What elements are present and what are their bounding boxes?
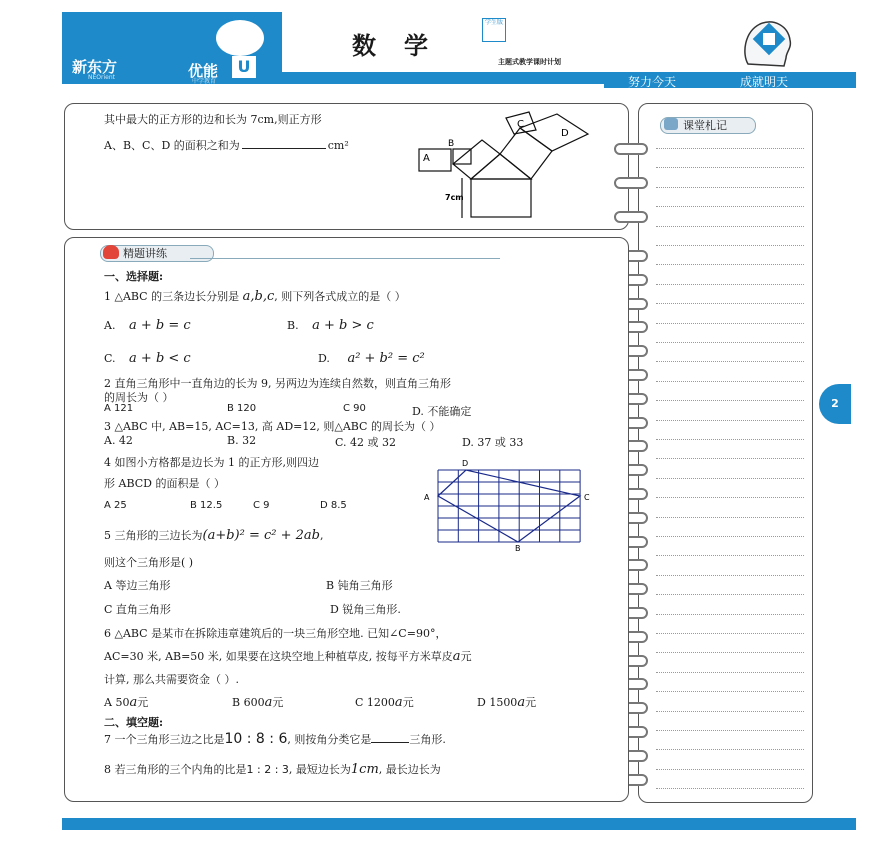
notes-ruled-line	[656, 342, 804, 343]
q6-c-unit: 元	[402, 696, 414, 709]
notes-ruled-line	[656, 361, 804, 362]
q1-option-b	[287, 318, 374, 333]
notes-panel	[638, 103, 813, 803]
notes-ruled-line	[656, 400, 804, 401]
brand-name: 新东方	[72, 58, 118, 76]
header-slogan-bar	[604, 72, 856, 88]
grid-label-c: C	[584, 493, 590, 502]
q8-length: 1cm	[350, 762, 379, 777]
q6-line2	[104, 648, 472, 664]
notes-ruled-line	[656, 536, 804, 537]
q7-ratio: 10 : 8 : 6	[224, 731, 288, 747]
sub-brand-tagline: 中学教育	[192, 78, 217, 85]
q8-stem	[104, 761, 441, 777]
fig-label-c: C	[517, 119, 524, 130]
brain-logo-icon	[216, 20, 264, 56]
notes-ruled-line	[656, 264, 804, 265]
q1-option-d	[318, 351, 425, 366]
notes-ruled-line	[656, 148, 804, 149]
q6-a-var: a	[129, 695, 138, 710]
q2-option-d: D. 不能确定	[412, 405, 472, 418]
q6-line3: 计算, 那么共需要资金（ ）.	[104, 673, 239, 686]
notes-ruled-line	[656, 594, 804, 595]
q7-stem	[104, 731, 446, 747]
q6-b-unit: 元	[272, 696, 284, 709]
q6-c-value: C 1200	[355, 696, 395, 709]
q6-b-var: a	[264, 695, 273, 710]
q2-option-a: A 121	[104, 403, 134, 414]
q7-tail: , 则按角分类它是	[287, 733, 372, 746]
notes-ruled-line	[656, 381, 804, 382]
grid-label-b: B	[515, 544, 521, 552]
pythagoras-squares-figure	[410, 106, 602, 220]
thinking-head-icon	[738, 14, 796, 70]
q3-option-d: D. 37 或 33	[462, 436, 524, 449]
notes-ruled-line	[656, 652, 804, 653]
q4-stem-line1: 4 如图小方格都是边长为 1 的正方形,则四边	[104, 456, 319, 469]
grid-label-a: A	[424, 493, 430, 502]
q4-stem-line2: 形 ABCD 的面积是（ ）	[104, 477, 225, 490]
top-problem-line1: 其中最大的正方形的边和长为 7cm,则正方形	[104, 113, 322, 126]
notes-ruled-line	[656, 749, 804, 750]
q5-option-a: A 等边三角形	[104, 579, 171, 592]
page-number-tab: 2	[819, 384, 851, 424]
notes-ruled-line	[656, 226, 804, 227]
q7-text: 7 一个三角形三边之比是	[104, 733, 225, 746]
q5-stem-text: 5 三角形的三边长为	[104, 529, 203, 542]
q6-option-d	[477, 694, 536, 710]
q1-b-label: B.	[287, 319, 299, 332]
q3-option-c: C. 42 或 32	[335, 436, 397, 449]
notes-title: 课堂札记	[683, 119, 727, 132]
q8-tail: , 最长边长为	[378, 763, 441, 776]
q1-d-label: D.	[318, 352, 330, 365]
q6-option-c	[355, 694, 414, 710]
binding-ring	[614, 211, 648, 223]
q6-line2-var: a	[452, 649, 461, 664]
notes-ruled-line	[656, 439, 804, 440]
binding-ring	[614, 177, 648, 189]
q7-tail2: 三角形.	[409, 733, 446, 746]
notes-ruled-line	[656, 711, 804, 712]
brand-latin: NEOrient	[88, 74, 115, 81]
q4-option-d: D 8.5	[320, 500, 347, 511]
notes-ruled-line	[656, 672, 804, 673]
top-problem-line2-text: A、B、C、D 的面积之和为	[104, 139, 240, 152]
unit-label: cm²	[327, 139, 349, 152]
q8-ratio: 1 : 2 : 3	[246, 763, 289, 776]
tab-underline	[190, 258, 500, 259]
notes-ruled-line	[656, 788, 804, 789]
section-choice-title: 一、选择题:	[104, 270, 164, 283]
notes-ruled-line	[656, 478, 804, 479]
q5-option-d: D 锐角三角形.	[330, 603, 401, 616]
notes-ruled-line	[656, 575, 804, 576]
q6-c-var: a	[394, 695, 403, 710]
q2-stem-line1: 2 直角三角形中一直角边的长为 9, 另两边为连续自然数，则直角三角形	[104, 377, 451, 390]
q5-stem-tail: ,	[319, 529, 324, 542]
q6-line2-text: AC=30 米, AB=50 米, 如果要在这块空地上种植草皮, 按每平方米草皮	[104, 650, 453, 663]
grid-quadrilateral-figure	[420, 456, 600, 552]
q1-stem-tail: , 则下列各式成立的是（ ）	[274, 290, 406, 303]
practice-tab-text: 精题讲练	[123, 247, 167, 260]
course-plan-label: 主题式教学课时计划	[498, 58, 561, 66]
sub-brand-letter: U	[232, 56, 256, 78]
q1-d-formula: a² + b² = c²	[347, 351, 425, 366]
q6-line1: 6 △ABC 是某市在拆除违章建筑后的一块三角形空地. 已知∠C=90°，	[104, 627, 447, 640]
notes-ruled-line	[656, 420, 804, 421]
ribbon-icon	[103, 245, 119, 259]
q5-stem	[104, 527, 323, 543]
q6-d-value: D 1500	[477, 696, 518, 709]
q1-c-formula: a + b < c	[129, 351, 191, 366]
q1-vars: a,b,c	[242, 289, 275, 304]
notes-ruled-line	[656, 497, 804, 498]
q4-option-a: A 25	[104, 500, 127, 511]
slogan-left: 努力今天	[628, 75, 677, 89]
q4-option-b: B 12.5	[190, 500, 223, 511]
q5-option-b: B 钝角三角形	[326, 579, 393, 592]
q1-c-label: C.	[104, 352, 116, 365]
q8-text: 8 若三角形的三个内角的比是	[104, 763, 247, 776]
notes-ruled-line	[656, 323, 804, 324]
fig-length-label: 7cm	[445, 193, 464, 202]
q6-option-b	[232, 694, 283, 710]
q6-line2-tail: 元	[460, 650, 472, 663]
q3-option-a: A. 42	[104, 434, 133, 447]
notes-ruled-line	[656, 555, 804, 556]
notes-ruled-line	[656, 633, 804, 634]
q1-a-formula: a + b = c	[128, 318, 191, 333]
grid-label-d: D	[462, 459, 469, 468]
q2-stem-line2: 的周长为（ ）	[104, 391, 174, 404]
binding-ring	[614, 143, 648, 155]
notes-ruled-line	[656, 691, 804, 692]
subject-title: 数学	[352, 32, 456, 60]
q8-mid: , 最短边长为	[288, 763, 351, 776]
q4-option-c: C 9	[253, 500, 270, 511]
q6-d-var: a	[517, 695, 526, 710]
q1-option-c	[104, 351, 191, 366]
q3-option-b: B. 32	[227, 434, 257, 447]
notes-ruled-line	[656, 187, 804, 188]
q7-answer-blank	[371, 742, 409, 743]
notes-ruled-line	[656, 517, 804, 518]
slogan-right: 成就明天	[740, 75, 789, 89]
top-problem-line2	[104, 137, 349, 153]
section-fill-title: 二、填空题:	[104, 716, 164, 729]
q3-stem: 3 △ABC 中, AB=15, AC=13, 高 AD=12, 则△ABC 的周长为（ ）	[104, 420, 441, 433]
q6-a-value: A 50	[104, 696, 130, 709]
notes-ruled-line	[656, 245, 804, 246]
notes-ruled-line	[656, 303, 804, 304]
q1-option-a	[104, 318, 191, 333]
q6-option-a	[104, 694, 148, 710]
notes-ruled-line	[656, 614, 804, 615]
footer-bar	[62, 818, 856, 830]
q5-line2: 则这个三角形是( )	[104, 556, 194, 569]
q2-option-b: B 120	[227, 403, 257, 414]
notes-ruled-line	[656, 769, 804, 770]
q5-option-c: C 直角三角形	[104, 603, 171, 616]
notes-ruled-line	[656, 167, 804, 168]
sub-brand-name: 优能	[188, 62, 219, 80]
notes-ruled-line	[656, 284, 804, 285]
notes-ruled-line	[656, 206, 804, 207]
q6-a-unit: 元	[137, 696, 149, 709]
q1-a-label: A.	[104, 319, 116, 332]
q1-stem-text: 1 △ABC 的三条边长分别是	[104, 290, 240, 303]
pencil-icon	[664, 118, 678, 130]
q1-stem	[104, 288, 406, 304]
fig-label-b: B	[448, 139, 455, 149]
fig-label-d: D	[561, 128, 569, 139]
student-edition-stamp: 学生版	[482, 18, 506, 42]
q2-option-c: C 90	[343, 403, 366, 414]
notes-ruled-line	[656, 458, 804, 459]
q6-d-unit: 元	[525, 696, 537, 709]
q6-b-value: B 600	[232, 696, 265, 709]
fig-label-a: A	[423, 153, 430, 164]
q5-formula: (a+b)² = c² + 2ab	[202, 528, 320, 543]
answer-blank	[242, 148, 326, 149]
notes-ruled-line	[656, 730, 804, 731]
q1-b-formula: a + b > c	[312, 318, 374, 333]
